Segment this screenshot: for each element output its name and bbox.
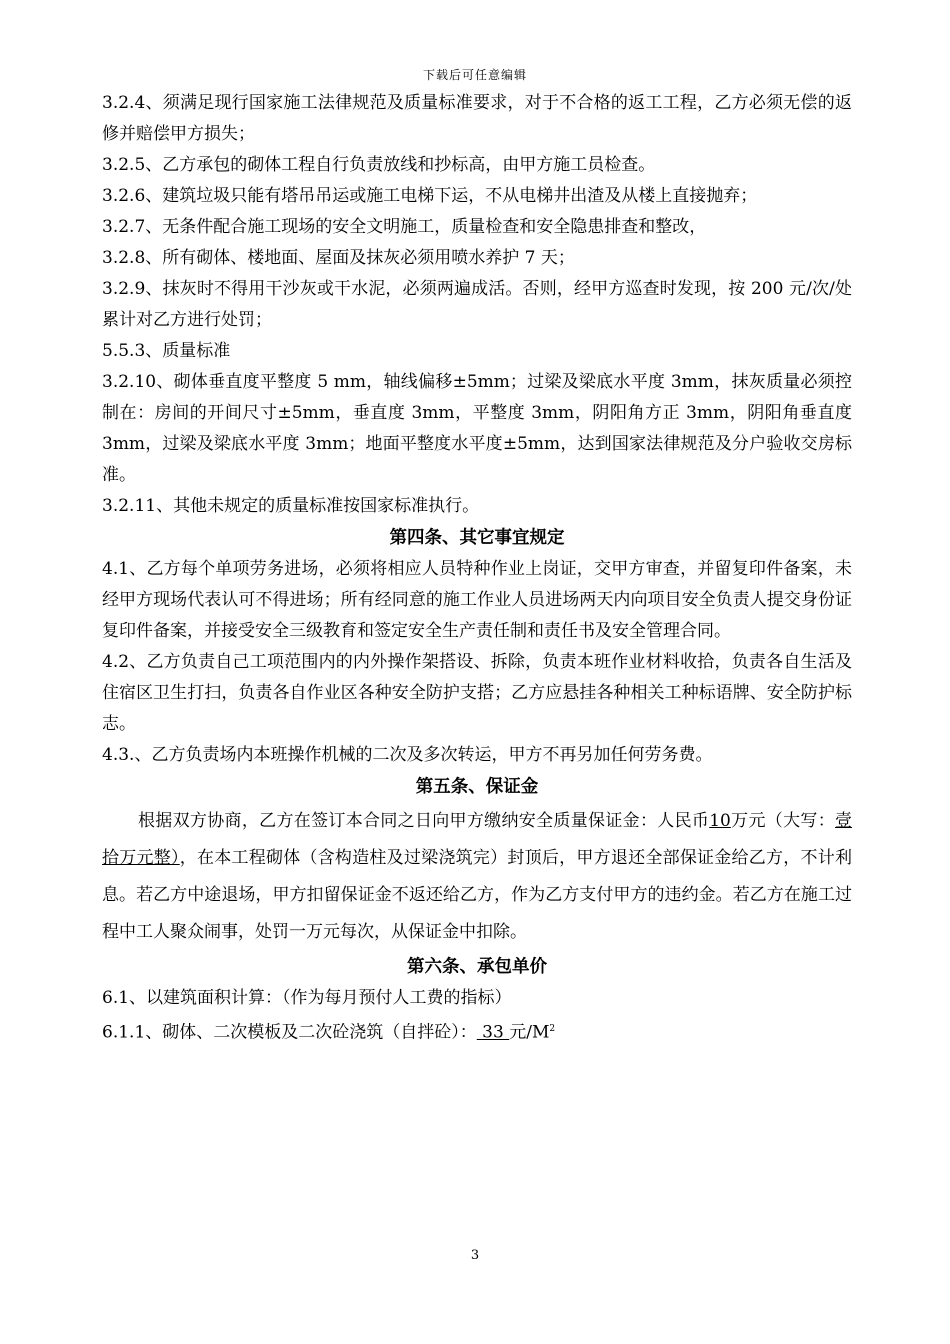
page-body: [102, 88, 852, 1049]
page-number: 3: [470, 1248, 480, 1263]
clause-3-2-10: 3.2.10、砌体垂直度平整度 5 mm，轴线偏移±5mm；过梁及梁底水平度 3mm，抹灰质量必须控制在：房间的开间尺寸±5mm，垂直度 3mm，平整度 3mm，阴阳角方正 3mm，阴阳角垂直度 3mm，过梁及梁底水平度 3mm；地面平整度水平度±5mm，达到国家法律规范及分户验收交房标准。: [102, 372, 852, 485]
clause-4-1: 4.1、乙方每个单项劳务进场，必须将相应人员特种作业上岗证，交甲方审查，并留复印件备案，未经甲方现场代表认可不得进场；所有经同意的施工作业人员进场两天内向项目安全负责人提交身份证复印件备案，并接受安全三级教育和签定安全生产责任制和责任书及安全管理合同。: [102, 559, 852, 641]
page-header: 下载后可任意编辑: [422, 68, 527, 82]
clause-6-1-1: [102, 1014, 852, 1049]
clause-3-2-8: 3.2.8、所有砌体、楼地面、屋面及抹灰必须用喷水养护 7 天；: [102, 248, 575, 268]
clause-6-1-1-text: 6.1.1、砌体、二次模板及二次砼浇筑（自拌砼）：: [102, 1022, 477, 1043]
deposit-paragraph: [102, 803, 852, 951]
clause-3-2-11: 3.2.11、其他未规定的质量标准按国家标准执行。: [102, 496, 480, 516]
clause-3-2-4: 3.2.4、须满足现行国家施工法律规范及质量标准要求，对于不合格的返工工程，乙方必须无偿的返修并赔偿甲方损失；: [102, 93, 852, 144]
clause-5-5-3: 5.5.3、质量标准: [102, 341, 231, 361]
unit-label: 元/M: [509, 1022, 550, 1043]
section-heading-6: 第六条、承包单价: [407, 957, 547, 977]
section-heading-5: 第五条、保证金: [415, 777, 539, 797]
clause-3-2-9: 3.2.9、抹灰时不得用干沙灰或干水泥，必须两遍成活。否则，经甲方巡查时发现，按 200 元/次/处累计对乙方进行处罚；: [102, 279, 852, 330]
clause-6-1: 6.1、以建筑面积计算：（作为每月预付人工费的指标）: [102, 988, 512, 1008]
clause-3-2-7: 3.2.7、无条件配合施工现场的安全文明施工，质量检查和安全隐患排查和整改，: [102, 217, 707, 237]
deposit-text-c: 万元（大写：: [730, 811, 836, 831]
deposit-amount-written: 壹拾万元整）: [102, 811, 853, 868]
clause-3-2-6: 3.2.6、建筑垃圾只能有塔吊吊运或施工电梯下运，不从电梯井出渣及从楼上直接抛弃；: [102, 186, 758, 206]
clause-4-3: 4.3.、乙方负责场内本班操作机械的二次及多次转运，甲方不再另加任何劳务费。: [102, 745, 713, 765]
unit-superscript: 2: [549, 1024, 556, 1034]
clause-3-2-5: 3.2.5、乙方承包的砌体工程自行负责放线和抄标高，由甲方施工员检查。: [102, 155, 656, 175]
deposit-text-e: ，在本工程砌体（含构造柱及过梁浇筑完）封顶后，甲方退还全部保证金给乙方，不计利息。若乙方中途退场，甲方扣留保证金不返还给乙方，作为乙方支付甲方的违约金。若乙方在施工过程中工人聚众闹事，处罚一万元每次，从保证金中扣除。: [102, 848, 853, 942]
deposit-amount: 10: [709, 811, 731, 831]
deposit-text-a: 根据双方协商，乙方在签订本合同之日向甲方缴纳安全质量保证金：人民币: [138, 811, 710, 831]
unit-price: 33: [476, 1022, 510, 1043]
clause-4-2: 4.2、乙方负责自己工项范围内的内外操作架搭设、拆除，负责本班作业材料收拾，负责各自生活及住宿区卫生打扫，负责各自作业区各种安全防护支搭；乙方应悬挂各种相关工种标语牌、安全防护标志。: [102, 652, 852, 734]
section-heading-4: 第四条、其它事宜规定: [389, 528, 565, 548]
